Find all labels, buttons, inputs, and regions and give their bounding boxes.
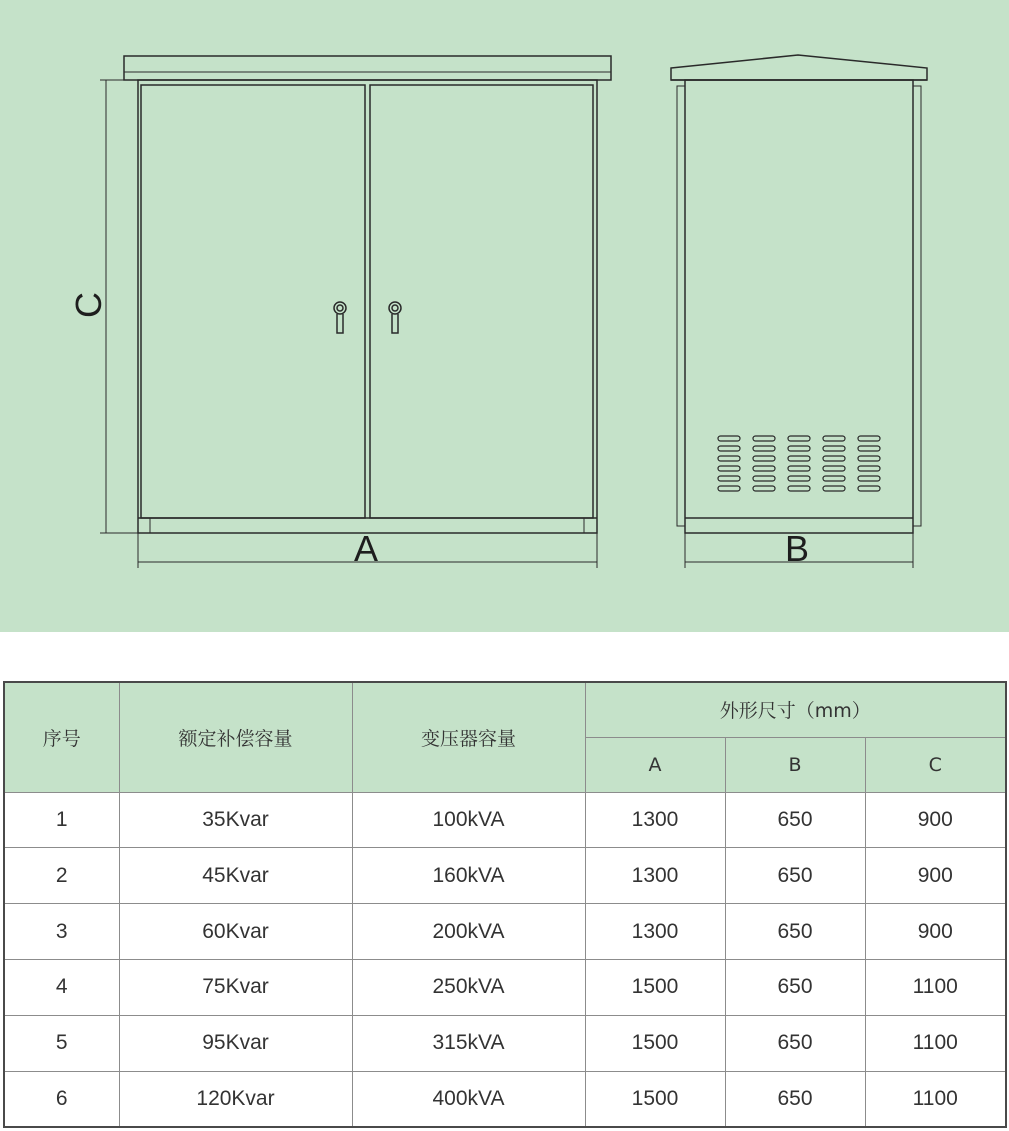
cell-dim-a: 1500 (585, 1071, 725, 1127)
header-dim-a: A (585, 737, 725, 792)
vent-slot (858, 486, 880, 491)
vent-slot (753, 466, 775, 471)
vent-slot (788, 476, 810, 481)
cell-dim-c: 1100 (865, 1071, 1006, 1127)
cell-rated-compensation: 45Kvar (119, 848, 352, 904)
front-body (138, 80, 597, 533)
cell-dim-a: 1300 (585, 848, 725, 904)
cell-transformer-capacity: 315kVA (352, 1015, 585, 1071)
header-index: 序号 (4, 682, 119, 792)
side-roof (671, 55, 927, 80)
vent-slot (718, 446, 740, 451)
vent-slot (823, 446, 845, 451)
vent-slot (753, 476, 775, 481)
vent-slot (823, 456, 845, 461)
cell-dim-c: 900 (865, 904, 1006, 960)
cell-dim-b: 650 (725, 848, 865, 904)
vent-slot (718, 456, 740, 461)
cell-index: 2 (4, 848, 119, 904)
vent-slot (718, 486, 740, 491)
vent-slot (823, 476, 845, 481)
cell-dim-b: 650 (725, 1071, 865, 1127)
cell-transformer-capacity: 400kVA (352, 1071, 585, 1127)
cell-rated-compensation: 120Kvar (119, 1071, 352, 1127)
vent-slot (718, 436, 740, 441)
vent-slot (788, 446, 810, 451)
header-dimensions: 外形尺寸（mm） (585, 682, 1006, 737)
cell-dim-c: 1100 (865, 1015, 1006, 1071)
table-row (4, 1015, 1006, 1071)
table-row (4, 1071, 1006, 1127)
cell-index: 4 (4, 959, 119, 1015)
header-transformer-capacity: 变压器容量 (352, 682, 585, 792)
dimension-b-label: B (785, 528, 810, 569)
cell-transformer-capacity: 160kVA (352, 848, 585, 904)
cell-transformer-capacity: 100kVA (352, 792, 585, 848)
cell-rated-compensation: 35Kvar (119, 792, 352, 848)
cell-rated-compensation: 60Kvar (119, 904, 352, 960)
cell-rated-compensation: 95Kvar (119, 1015, 352, 1071)
header-rated-compensation: 额定补偿容量 (119, 682, 352, 792)
cell-index: 6 (4, 1071, 119, 1127)
cell-dim-a: 1500 (585, 959, 725, 1015)
cell-dim-b: 650 (725, 1015, 865, 1071)
cell-rated-compensation: 75Kvar (119, 959, 352, 1015)
vent-slot (858, 476, 880, 481)
table-row (4, 792, 1006, 848)
dimension-c-label: C (68, 292, 109, 318)
cell-dim-b: 650 (725, 959, 865, 1015)
ventilation-louvers (718, 436, 880, 491)
vent-slot (753, 486, 775, 491)
cell-dim-b: 650 (725, 792, 865, 848)
vent-slot (823, 436, 845, 441)
spec-table (3, 681, 1007, 1128)
left-door-handle-icon (334, 302, 346, 333)
table-row (4, 959, 1006, 1015)
cell-dim-c: 900 (865, 792, 1006, 848)
vent-slot (823, 466, 845, 471)
side-body (685, 80, 913, 533)
dimension-a-label: A (354, 528, 379, 569)
vent-slot (788, 436, 810, 441)
side-view (671, 55, 927, 533)
cell-transformer-capacity: 200kVA (352, 904, 585, 960)
vent-slot (753, 456, 775, 461)
cell-index: 3 (4, 904, 119, 960)
vent-slot (788, 456, 810, 461)
table-row (4, 904, 1006, 960)
cell-transformer-capacity: 250kVA (352, 959, 585, 1015)
vent-slot (788, 466, 810, 471)
right-door (370, 85, 593, 518)
vent-slot (753, 446, 775, 451)
vent-slot (718, 476, 740, 481)
vent-slot (718, 466, 740, 471)
cell-index: 1 (4, 792, 119, 848)
vent-slot (823, 486, 845, 491)
left-door (141, 85, 365, 518)
header-dim-c: C (865, 737, 1006, 792)
vent-slot (753, 436, 775, 441)
vent-slot (788, 486, 810, 491)
cell-dim-a: 1500 (585, 1015, 725, 1071)
cell-dim-a: 1300 (585, 792, 725, 848)
vent-slot (858, 466, 880, 471)
cell-dim-c: 1100 (865, 959, 1006, 1015)
header-dim-b: B (725, 737, 865, 792)
cell-dim-a: 1300 (585, 904, 725, 960)
front-view (124, 56, 611, 533)
vent-slot (858, 436, 880, 441)
front-roof (124, 56, 611, 80)
cell-index: 5 (4, 1015, 119, 1071)
vent-slot (858, 456, 880, 461)
cell-dim-c: 900 (865, 848, 1006, 904)
cell-dim-b: 650 (725, 904, 865, 960)
vent-slot (858, 446, 880, 451)
table-row (4, 848, 1006, 904)
right-door-handle-icon (389, 302, 401, 333)
